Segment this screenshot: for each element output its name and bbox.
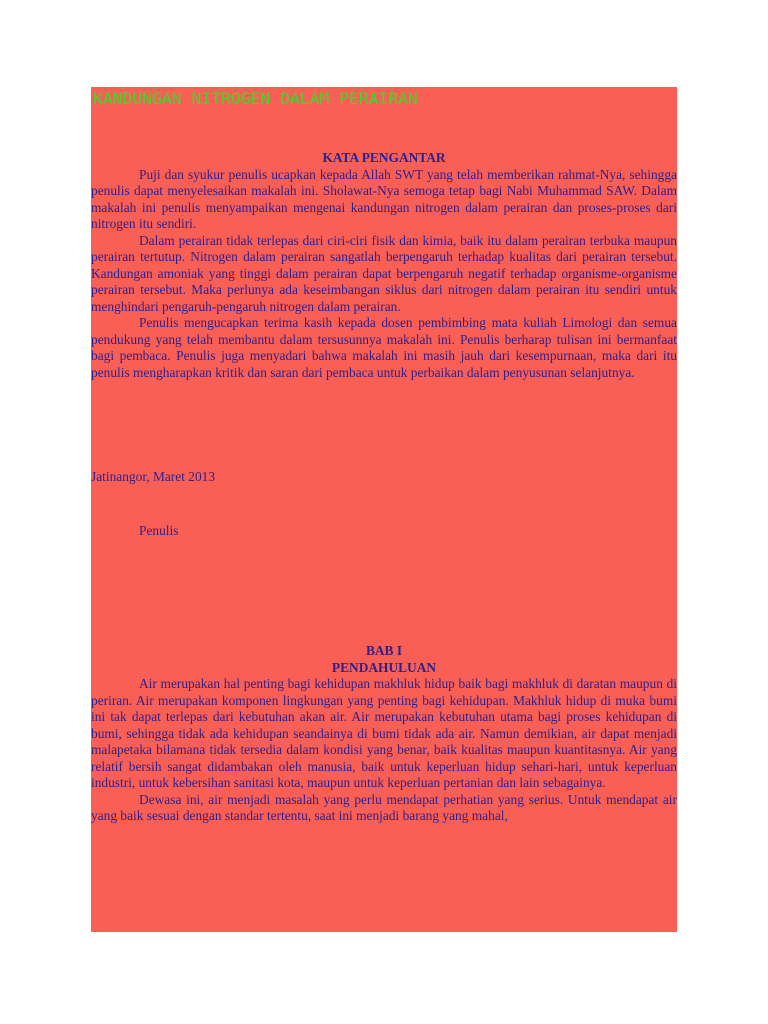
preface-paragraph-1: Puji dan syukur penulis ucapkan kepada Allah SWT yang telah memberikan rahmat-Nya, sehingga penulis dapat menyelesaikan makalah ini. Sholawat-Nya semoga tetap bagi Nabi Muhammad SAW. Dalam makalah ini penulis menyampaikan mengenai kandungan nitrogen dalam perairan dan proses-proses dari nitrogen itu sendiri. (91, 166, 677, 231)
place-date: Jatinangor, Maret 2013 (91, 469, 216, 484)
preface-heading: KATA PENGANTAR (322, 150, 446, 165)
preface-paragraph-2: Dalam perairan tidak terlepas dari ciri-ciri fisik dan kimia, baik itu dalam perairan terbuka maupun perairan tertutup. Nitrogen dalam perairan sangatlah berpengaruh terhadap kualitas dari perairan tersebut. Kandungan amoniak yang tinggi dalam perairan dapat berpengaruh negatif terhadap organisme-organisme perairan tersebut. Maka perlunya ada keseimbangan siklus dari nitrogen dalam perairan itu sendiri untuk menghindari pengaruh-pengaruh nitrogen dalam perairan. (91, 232, 677, 314)
chapter-title: PENDAHULUAN (331, 659, 437, 675)
document-title: KANDUNGAN NITROGEN DALAM PERAIRAN (93, 89, 418, 108)
chapter-paragraph-2: Dewasa ini, air menjadi masalah yang perlu mendapat perhatian yang serius. Untuk mendapat air yang baik sesuai dengan standar tertentu, saat ini menjadi barang yang mahal, (91, 791, 677, 823)
signature: Penulis (139, 522, 179, 538)
chapter-number: BAB I (365, 643, 403, 658)
document-page (91, 87, 677, 932)
preface-paragraph-3: Penulis mengucapkan terima kasih kepada dosen pembimbing mata kuliah Limologi dan semua pendukung yang telah membantu dalam tersusunnya makalah ini. Penulis berharap tulisan ini bermanfaat bagi pembaca. Penulis juga menyadari bahwa makalah ini masih jauh dari kesempurnaan, maka dari itu penulis mengharapkan kritik dan saran dari pembaca untuk perbaikan dalam penyusunan selanjutnya. (91, 315, 677, 380)
chapter-paragraph-1: Air merupakan hal penting bagi kehidupan makhluk hidup baik bagi makhluk di daratan maupun di periran. Air merupakan komponen lingkungan yang penting bagi kehidupan. Makhluk hidup di muka bumi ini tak dapat terlepas dari kebutuhan akan air. Air merupakan kebutuhan utama bagi proses kehidupan di bumi, sehingga tidak ada kehidupan seandainya di bumi tidak ada air. Namun demikian, air dapat menjadi malapetaka bilamana tidak tersedia dalam kondisi yang benar, baik kualitas maupun kuantitasnya. Air yang relatif bersih sangat didambakan oleh manusia, baik untuk keperluan hidup sehari-hari, untuk keperluan industri, untuk kebersihan sanitasi kota, maupun untuk keperluan pertanian dan lain sebagainya. (91, 676, 677, 790)
